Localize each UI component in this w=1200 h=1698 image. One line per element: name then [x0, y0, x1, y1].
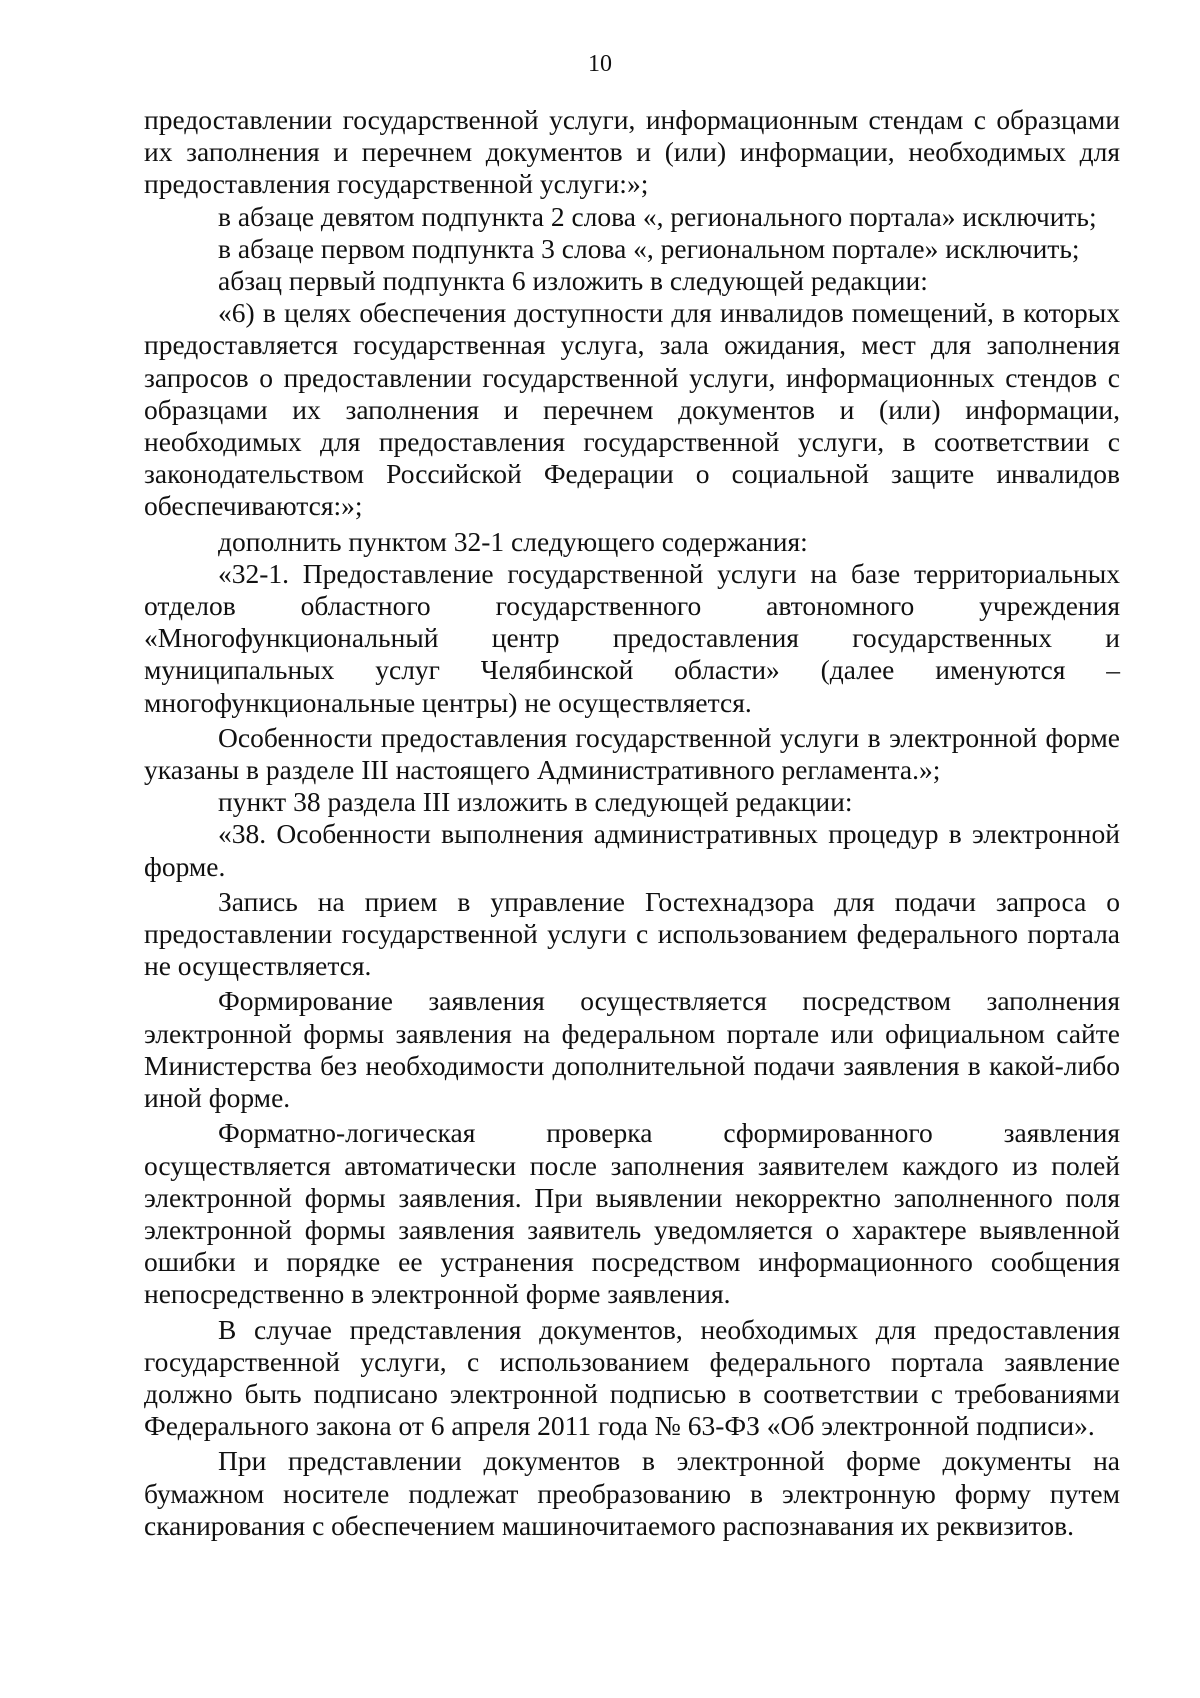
paragraph-amendment-subpoint-3: в абзаце первом подпункта 3 слова «, региональном портале» исключить; — [218, 232, 1080, 264]
paragraph-add-point-32-1-intro: дополнить пунктом 32-1 следующего содержания: — [218, 525, 808, 557]
paragraph-amendment-subpoint-6-intro: абзац первый подпункта 6 изложить в следующей редакции: — [218, 265, 928, 297]
paragraph-application-forming: Формирование заявления осуществляется посредством заполнения электронной формы заявления на федеральном портале или официальном сайте Министерства без необходимости дополнительной подачи заявления в какой-либо иной форме. — [144, 985, 1120, 1114]
paragraph-subpoint-6-text: «6) в целях обеспечения доступности для инвалидов помещений, в которых предоставляется государственная услуга, зала ожидания, мест для заполнения запросов о предоставлении государственной услуги, информационных стендов с образцами их заполнения и перечнем документов и (или) информации, необходимых для предоставления государственной услуги, в соответствии с законодательством Российской Федерации о социальной защите инвалидов обеспечиваются:»; — [144, 297, 1120, 522]
paragraph-point-32-1-text: «32-1. Предоставление государственной услуги на базе территориальных отделов областного государственного автономного учреждения «Многофункциональный центр предоставления государственных и муниципальных услуг Челябинской области» (далее именуются – многофункциональные центры) не осуществляется. — [144, 557, 1120, 718]
paragraph-appointment-record: Запись на прием в управление Гостехнадзора для подачи запроса о предоставлении государственной услуги с использованием федерального портала не осуществляется. — [144, 885, 1120, 982]
paragraph-format-logic-check: Форматно-логическая проверка сформированного заявления осуществляется автоматически после заполнения заявителем каждого из полей электронной формы заявления. При выявлении некорректно заполненного поля электронной формы заявления заявитель уведомляется о характере выявленной ошибки и порядке ее устранения посредством информационного сообщения непосредственно в электронной форме заявления. — [144, 1117, 1120, 1310]
paragraph-continuation: предоставлении государственной услуги, информационным стендам с образцами их заполнения и перечнем документов и (или) информации, необходимых для предоставления государственной услуги:»; — [144, 104, 1120, 200]
document-body — [144, 104, 1120, 1542]
paragraph-point-38-intro: пункт 38 раздела III изложить в следующей редакции: — [218, 786, 853, 818]
paragraph-electronic-signature: В случае представления документов, необходимых для предоставления государственной услуги, с использованием федерального портала заявление должно быть подписано электронной подписью в соответствии с требованиями Федерального закона от 6 апреля 2011 года № 63-ФЗ «Об электронной подписи». — [144, 1313, 1120, 1442]
paragraph-amendment-subpoint-2: в абзаце девятом подпункта 2 слова «, регионального портала» исключить; — [218, 200, 1097, 232]
paragraph-point-38-title: «38. Особенности выполнения административных процедур в электронной форме. — [144, 818, 1120, 882]
paragraph-paper-scanning: При представлении документов в электронной форме документы на бумажном носителе подлежат преобразованию в электронную форму путем сканирования с обеспечением машиночитаемого распознавания их реквизитов. — [144, 1445, 1120, 1541]
paragraph-electronic-features: Особенности предоставления государственной услуги в электронной форме указаны в разделе III настоящего Административного регламента.»; — [144, 721, 1120, 786]
page-number: 10 — [588, 51, 612, 77]
